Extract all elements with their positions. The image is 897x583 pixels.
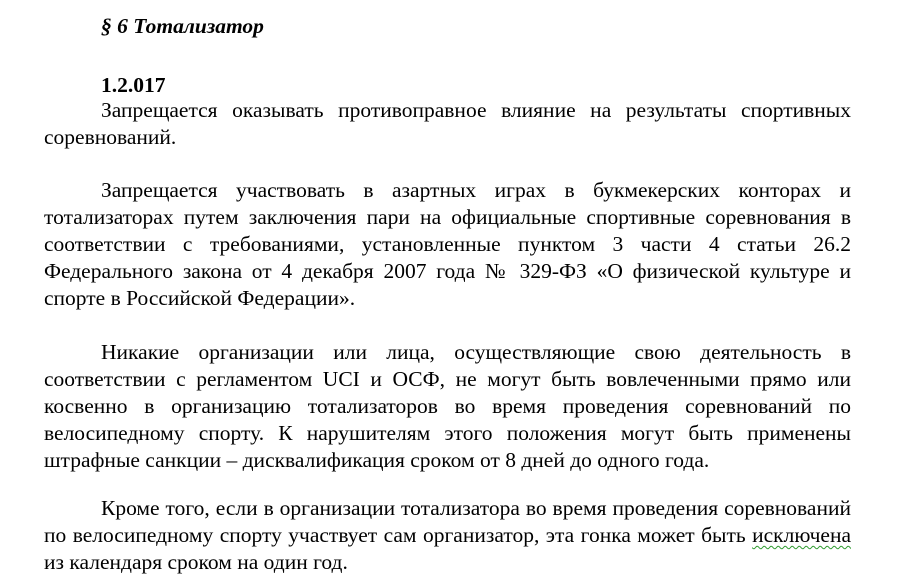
paragraph-text-end: из календаря сроком на один год. — [44, 550, 348, 574]
section-title: § 6 Тотализатор — [101, 14, 264, 38]
paragraph-organizer-penalty — [44, 495, 851, 576]
clause-number: 1.2.017 — [101, 73, 166, 97]
paragraph-text-start: Кроме того, если в организации тотализатора во время проведения соревнований по велосипедному спорту участвует сам организатор, эта гонка может быть — [44, 496, 851, 547]
paragraph-betting-ban: Запрещается участвовать в азартных играх в букмекерских конторах и тотализаторах путем заключения пари на официальные спортивные соревнования в соответствии с требованиями, установленные пунктом 3 части 4 статьи 26.2 Федерального закона от 4 декабря 2007 года № 329-ФЗ «О физической культуре и спорте в Российской Федерации». — [44, 178, 851, 310]
paragraph-organization-ban: Никакие организации или лица, осуществляющие свою деятельность в соответствии с регламентом UCI и ОСФ, не могут быть вовлеченными прямо или косвенно в организацию тотализаторов во время проведения соревнований по велосипедному спорту. К нарушителям этого положения могут быть применены штрафные санкции – дисквалификация сроком от 8 дней до одного года. — [44, 340, 851, 472]
spellcheck-flagged-word[interactable]: исключена — [752, 523, 851, 547]
paragraph-influence-ban: Запрещается оказывать противоправное влияние на результаты спортивных соревнований. — [44, 98, 851, 149]
